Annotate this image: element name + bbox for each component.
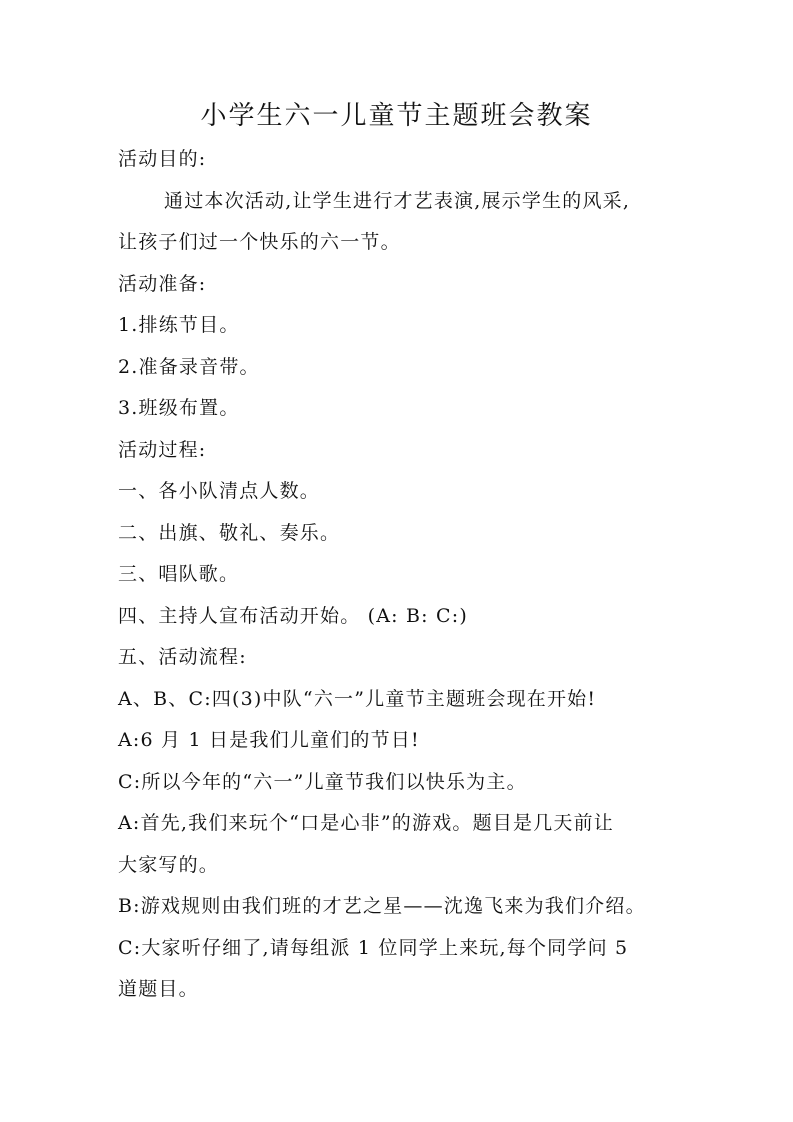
dialogue-line: 道题目。 <box>118 978 199 1000</box>
dialogue-line: C:所以今年的“六一”儿童节我们以快乐为主。 <box>118 770 527 793</box>
document-title: 小学生六一儿童节主题班会教案 <box>200 101 593 131</box>
paragraph-line: 通过本次活动,让学生进行才艺表演,展示学生的风采, <box>164 189 631 212</box>
dialogue-line: C:大家听仔细了,请每组派 1 位同学上来玩,每个同学问 5 <box>118 936 629 959</box>
list-item: 2.准备录音带。 <box>118 355 260 378</box>
list-item: 1.排练节目。 <box>118 314 240 336</box>
list-item: 3.班级布置。 <box>118 397 240 419</box>
list-item: 三、唱队歌。 <box>118 563 240 585</box>
document-body <box>118 139 678 1011</box>
paragraph-line: 让孩子们过一个快乐的六一节。 <box>118 231 401 253</box>
dialogue-line: B:游戏规则由我们班的才艺之星——沈逸飞来为我们介绍。 <box>118 895 646 917</box>
section-heading-objective: 活动目的: <box>118 148 207 170</box>
dialogue-line: 大家写的。 <box>118 853 220 876</box>
list-item: 五、活动流程: <box>118 646 247 668</box>
list-item: 一、各小队清点人数。 <box>118 480 321 502</box>
list-item: 二、出旗、敬礼、奏乐。 <box>118 521 341 544</box>
section-heading-process: 活动过程: <box>118 438 207 461</box>
dialogue-line: A:首先,我们来玩个“口是心非”的游戏。题目是几天前让 <box>118 812 614 834</box>
list-item: 四、主持人宣布活动开始。 (A: B: C:) <box>118 604 468 627</box>
section-heading-preparation: 活动准备: <box>118 272 207 295</box>
dialogue-line: A、B、C:四(3)中队“六一”儿童节主题班会现在开始! <box>118 687 597 710</box>
dialogue-line: A:6 月 1 日是我们儿童们的节日! <box>118 729 420 751</box>
